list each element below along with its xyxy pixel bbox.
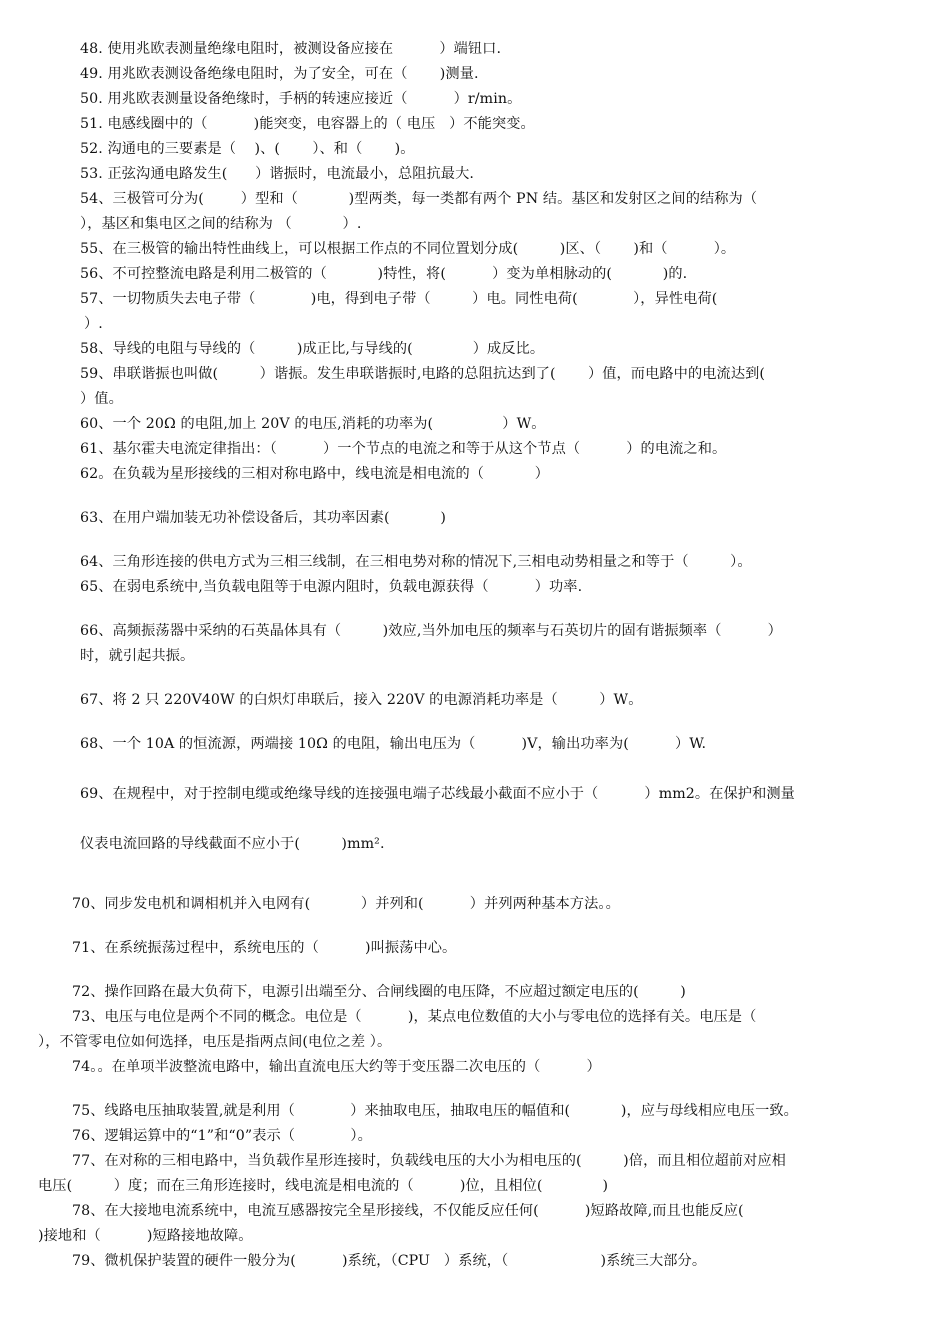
question-53: 53. 正弦沟通电路发生( ）谐振时，电流最小，总阻抗最大. — [80, 166, 474, 182]
question-79: 79、微机保护装置的硬件一般分为( )系统，（CPU ）系统，（ )系统三大部分。 — [72, 1253, 707, 1269]
question-51: 51. 电感线圈中的（ )能突变，电容器上的（ 电压 ）不能突变。 — [80, 116, 535, 132]
question-60: 60、一个 20Ω 的电阻,加上 20V 的电压,消耗的功率为( ）W。 — [80, 416, 546, 432]
question-59: 59、串联谐振也叫做( ）谐振。发生串联谐振时,电路的总阻抗达到了( ）值，而电路中的电流达到( — [80, 366, 766, 382]
question-71: 71、在系统振荡过程中，系统电压的（ )叫振荡中心。 — [72, 940, 457, 956]
question-73: 73、电压与电位是两个不同的概念。电位是（ )，某点电位数值的大小与零电位的选择有关。电压是（ — [72, 1009, 757, 1025]
question-67: 67、将 2 只 220V40W 的白炽灯串联后，接入 220V 的电源消耗功率是（ ）W。 — [80, 692, 643, 708]
question-78-cont: )接地和（ )短路接地故障。 — [38, 1228, 253, 1244]
question-65: 65、在弱电系统中,当负载电阻等于电源内阻时，负载电源获得（ ）功率. — [80, 579, 583, 595]
question-72: 72、操作回路在最大负荷下，电源引出端至分、合闸线圈的电压降，不应超过额定电压的( ) — [72, 984, 686, 1000]
question-57: 57、一切物质失去电子带（ )电，得到电子带（ ）电。同性电荷( ），异性电荷( — [80, 291, 718, 307]
question-70: 70、同步发电机和调相机并入电网有( ）并列和( ）并列两种基本方法。。 — [72, 896, 620, 912]
question-64: 64、三角形连接的供电方式为三相三线制，在三相电势对称的情况下,三相电动势相量之和等于（ ）。 — [80, 554, 752, 570]
question-54-cont: ），基区和集电区之间的结称为 （ ）. — [80, 216, 362, 232]
question-74: 74。。在单项半波整流电路中，输出直流电压大约等于变压器二次电压的（ ） — [72, 1059, 601, 1075]
question-73-cont: ），不管零电位如何选择，电压是指两点间(电位之差 ）。 — [38, 1034, 392, 1050]
question-61: 61、基尔霍夫电流定律指出：（ ）一个节点的电流之和等于从这个节点（ ）的电流之和。 — [80, 441, 727, 457]
question-62: 62。在负载为星形接线的三相对称电路中，线电流是相电流的（ ） — [80, 466, 550, 482]
question-54: 54、三极管可分为( ）型和（ )型两类，每一类都有两个 PN 结。基区和发射区之间的结称为（ — [80, 191, 758, 207]
question-48: 48. 使用兆欧表测量绝缘电阻时，被测设备应接在 ）端钮口. — [80, 41, 502, 57]
question-69-cont: 仪表电流回路的导线截面不应小于( )mm². — [80, 836, 385, 852]
question-76: 76、逻辑运算中的“1”和“0”表示（ ）。 — [72, 1128, 372, 1144]
question-69: 69、在规程中，对于控制电缆或绝缘导线的连接强电端子芯线最小截面不应小于（ ）mm2。在保护和测量 — [80, 786, 795, 802]
question-50: 50. 用兆欧表测量设备绝缘时，手柄的转速应接近（ ）r/min。 — [80, 91, 522, 107]
question-52: 52. 沟通电的三要素是（ )、( ）、和（ )。 — [80, 141, 415, 157]
question-58: 58、导线的电阻与导线的（ )成正比,与导线的( ）成反比。 — [80, 341, 545, 357]
question-78: 78、在大接地电流系统中，电流互感器按完全星形接线，不仅能反应任何( )短路故障,而且也能反应( — [72, 1203, 744, 1219]
question-59-cont: ）值。 — [80, 391, 123, 407]
question-66: 66、高频振荡器中采纳的石英晶体具有（ )效应,当外加电压的频率与石英切片的固有谐振频率（ ） — [80, 623, 782, 639]
question-75: 75、线路电压抽取装置,就是利用（ ）来抽取电压，抽取电压的幅值和( )，应与母线相应电压一致。 — [72, 1103, 798, 1119]
question-56: 56、不可控整流电路是利用二极管的（ )特性，将( ）变为单相脉动的( )的. — [80, 266, 688, 282]
question-68: 68、一个 10A 的恒流源，两端接 10Ω 的电阻，输出电压为（ )V，输出功率为( ）W. — [80, 736, 707, 752]
question-55: 55、在三极管的输出特性曲线上，可以根据工作点的不同位置划分成( )区、（ )和（ ）。 — [80, 241, 736, 257]
question-77-cont: 电压( ）度；而在三角形连接时，线电流是相电流的（ )位，且相位( ) — [38, 1178, 609, 1194]
question-66-cont: 时，就引起共振。 — [80, 648, 195, 664]
question-77: 77、在对称的三相电路中，当负载作星形连接时，负载线电压的大小为相电压的( )倍，而且相位超前对应相 — [72, 1153, 786, 1169]
question-63: 63、在用户端加装无功补偿设备后，其功率因素( ) — [80, 510, 446, 526]
question-57-cont: ）. — [84, 316, 103, 332]
question-49: 49. 用兆欧表测设备绝缘电阻时，为了安全，可在（ )测量. — [80, 66, 479, 82]
